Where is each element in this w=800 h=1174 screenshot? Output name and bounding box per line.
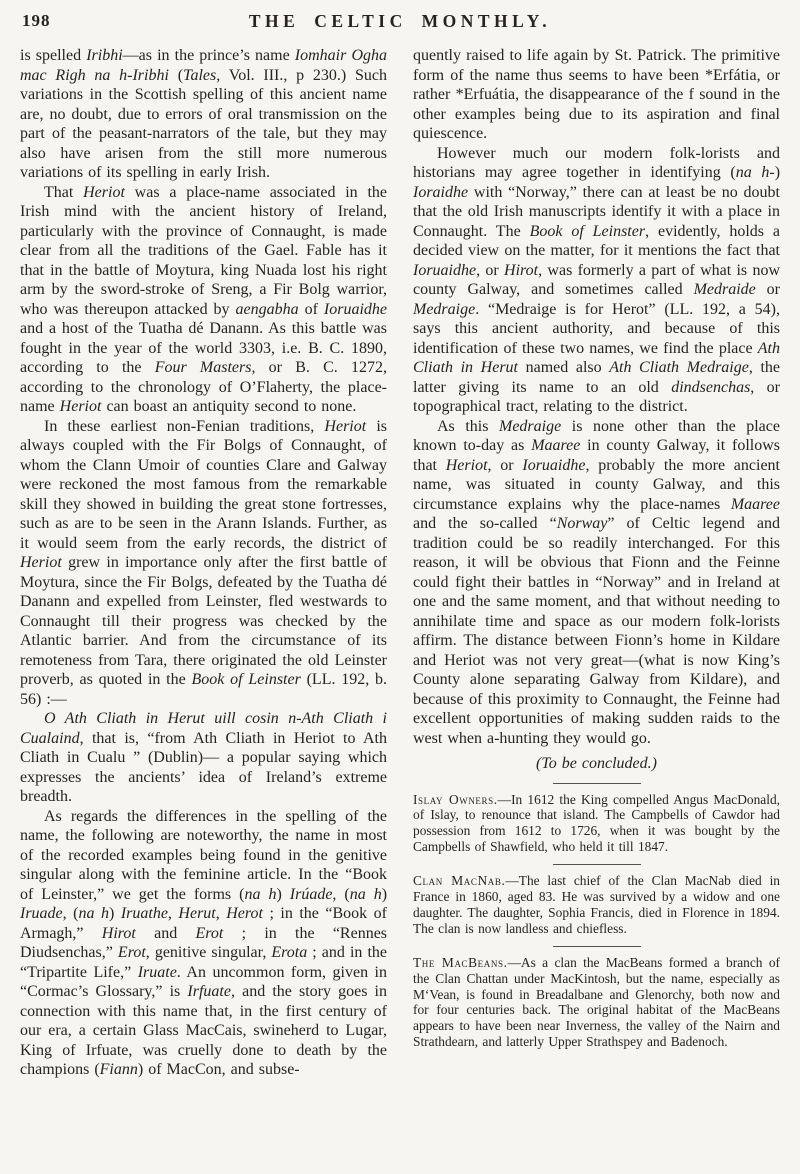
article-paragraph: As regards the differences in the spelling of the name, the following are noteworthy, the name in most of the recorded examples being found in the genitive singular along with the feminine article. In the “Book of Leinster,” we get the forms (na h) Irúade, (na h) Iruade, (na h) Iruathe, Herut, Herot ; in the “Book of Armagh,” Hirot and Erot ; in the “Rennes Diudsenchas,” Erot, genitive singular, Erota ; and in the “Tripartite Life,” Iruate. An uncommon form, given in “Cormac’s Glossary,” is Irfuate, and the story goes in connection with this name that, in the first century of our era, a certain Glass MacCais, swineherd to Lugar, King of Irfuate, was cruelly done to death by the champions (Fiann) of MacCon, and subse- (20, 807, 388, 1078)
article-body (20, 46, 780, 1080)
note-the-macbeans (413, 955, 780, 1050)
article-paragraph: In these earliest non-Fenian traditions, Heriot is always coupled with the Fir Bolgs of Connaught, of whom the Clann Umoir of counties Clare and Galway were reckoned the most famous from the remarkable skill they showed in building the great stone fortresses, such as are to be seen in the Arann Islands. Further, as it would seem from the early records, the district of Heriot grew in importance only after the first battle of Moytura, since the Fir Bolgs, defeated by the Tuatha dé Danann and expelled from Leinster, fled westwards to Connaught till their progress was checked by the Atlantic barrier. And from the circumstance of its remoteness from Tara, there originated the old Leinster proverb, as quoted in the Book of Leinster (LL. 192, b. 56) :— (20, 417, 388, 708)
note-islay-owners (413, 792, 780, 856)
divider-rule (553, 783, 641, 784)
note-text: —In 1612 the King compelled Angus MacDonald, of Islay, to renounce that island. The Campbells of Cawdor had possession from 1612 to 1726, when it was bought by the Campbells of Shawfield, who held it till 1847. (413, 791, 780, 855)
journal-title: THE CELTIC MONTHLY. (248, 11, 552, 31)
article-paragraph: However much our modern folk-lorists and historians may agree together in identifying (na h-) Ioraidhe with “Norway,” there can at least be no doubt that the old Irish manuscripts identify it with a place in Connaught. The Book of Leinster, evidently, holds a decided view on the matter, for it mentions the fact that Ioruaidhe, or Hirot, was formerly a part of what is now county Galway, and sometimes called Medraide or Medraige. “Medraige is for Herot” (LL. 192, a 54), says this ancient authority, and because of this identification of these two names, we find the place Ath Cliath in Herut named also Ath Cliath Medraige, the latter giving its name to an old dindsenchas, or topographical tract, relating to the district. (413, 144, 781, 415)
page-header (20, 8, 780, 40)
article-paragraph: is spelled Iribhi—as in the prince’s name Iomhair Ogha mac Righ na h-Iribhi (Tales, Vol. III., p 230.) Such variations in the Scottish spelling of this ancient name are, no doubt, due to errors of oral transmission on the part of the peasant-narrators of the tale, but they may also have arisen from the still more numerous variations of its spelling in early Irish. (20, 47, 387, 181)
article-paragraph: quently raised to life again by St. Patrick. The primitive form of the name thus seems to have been *Erfátia, or rather *Erfuátia, the disappearance of the f sound in the other examples being due to its aspiration and final quiescence. (413, 47, 780, 142)
note-text: —As a clan the MacBeans formed a branch of the Clan Chattan under MacKintosh, but the name, especially as M‘Vean, is found in Breadalbane and Glenorchy, both now and for four centuries back. The original habitat of the MacBeans appears to have been near Inverness, the valley of the Nairn and Strathdearn, and latterly Upper Strathspey and Badenoch. (413, 954, 781, 1050)
note-clan-macnab (413, 873, 780, 937)
article-paragraph: O Ath Cliath in Herut uill cosin n-Ath Cliath i Cualaind, that is, “from Ath Cliath in Heriot to Ath Cliath in Cualu ” (Dublin)— a popular saying which expresses the ancients’ idea of Ireland’s extreme breadth. (20, 710, 387, 805)
divider-rule (553, 946, 641, 947)
note-lead: The MacBeans. (413, 954, 508, 970)
to-be-concluded: (To be concluded.) (536, 755, 657, 772)
note-lead: Clan MacNab. (413, 873, 506, 889)
note-text: —The last chief of the Clan MacNab died in France in 1860, aged 83. He was survived by a widow and one daughter. The daughter, Sophia Francis, died in Florence in 1894. The clan is now landless and chiefless. (413, 873, 780, 936)
left-column (20, 46, 387, 1080)
article-paragraph: As this Medraige is none other than the place known to-day as Maaree in county Galway, it follows that Heriot, or Ioruaidhe, probably the more ancient name, was situated in county Galway, and this circumstance explains why the place-names Maaree and the so-called “Norway” of Celtic legend and tradition could be so readily interchanged. For this reason, it will be obvious that Fionn and the Feinne could fight their battles in “Norway” and in Ireland at one and the same moment, and that without needing to annihilate time and space as our modern folk-lorists affirm. The distance between Fionn’s home in Kildare and Heriot was not very great—(what is now King’s County alone separating Galway from Kildare), and because of this proximity to Connaught, the Feinne had excellent opportunities of making sudden raids to the west when a-hunting they would go. (413, 417, 780, 747)
article-paragraph: That Heriot was a place-name associated in the Irish mind with the ancient history of Ireland, particularly with the province of Connaught, is made clear from all the traditions of the Gael. Fable has it that in the battle of Moytura, king Nuada lost his right arm by the sword-stroke of Sreng, a Fir Bolg warrior, who was thereupon attacked by aengabha of Ioruaidhe and a host of the Tuatha dé Danann. As this battle was fought in the year of the world 3303, i.e. B. C. 1890, according to the Four Masters, or B. C. 1272, according to the chronology of O’Flaherty, the place-name Heriot can boast an antiquity second to none. (20, 183, 388, 415)
right-column (413, 46, 780, 1080)
page-number: 198 (22, 11, 51, 30)
divider-rule (553, 864, 641, 865)
note-lead: Islay Owners. (413, 791, 498, 807)
